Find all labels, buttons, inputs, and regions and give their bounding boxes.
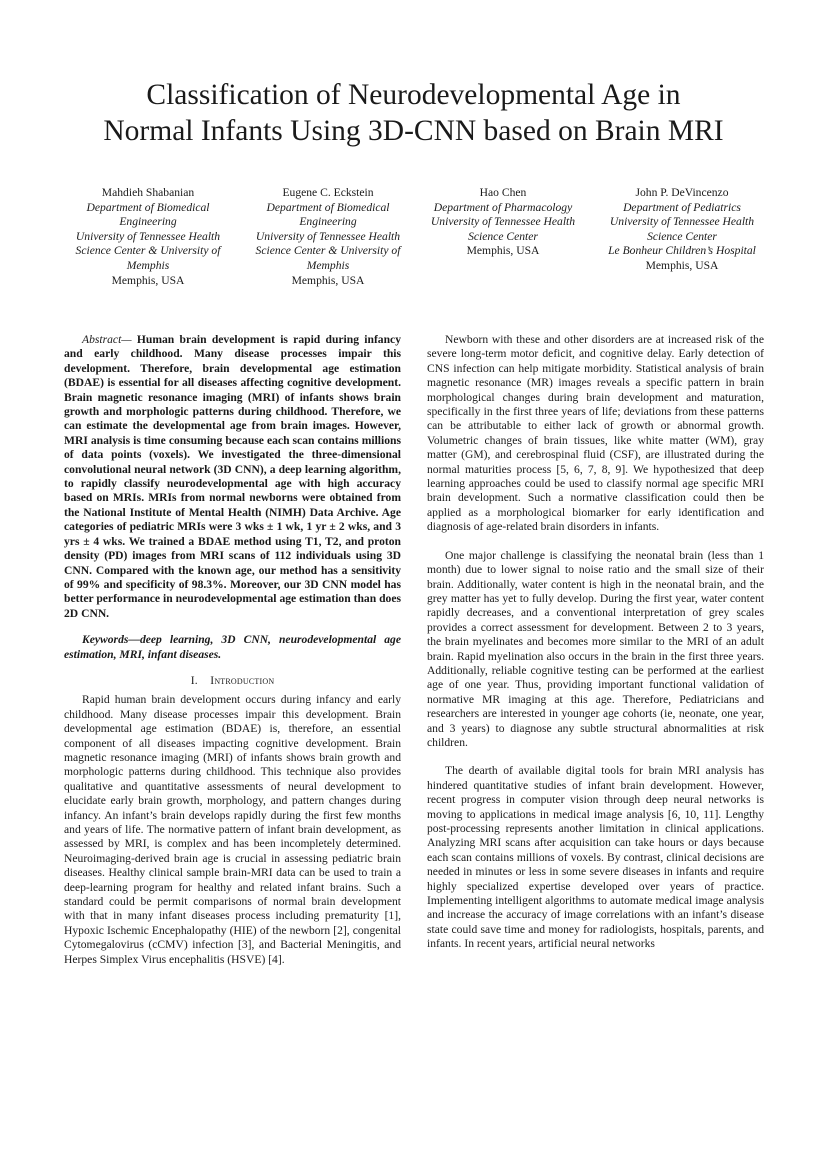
author-2 — [238, 186, 418, 288]
author-affiliation-line: Le Bonheur Children’s Hospital — [608, 244, 756, 258]
abstract-label: Abstract— — [82, 333, 132, 346]
author-affiliation-line: Department of Pediatrics — [623, 200, 741, 214]
author-affiliation-line: University of Tennessee Health — [430, 215, 576, 229]
author-affiliation-line: Science Center & University of — [255, 244, 401, 258]
author-affiliation-line: University of Tennessee Health — [75, 229, 221, 243]
author-affiliation-line: Memphis — [126, 258, 170, 272]
author-affiliation-line: Engineering — [119, 215, 177, 229]
section-heading-introduction — [64, 674, 401, 688]
author-affiliation-line: Science Center & University of — [75, 244, 221, 258]
author-affiliation-line: University of Tennessee Health — [255, 229, 401, 243]
abstract — [64, 333, 401, 621]
author-affiliation-line: Engineering — [299, 215, 357, 229]
author-city: Memphis, USA — [645, 258, 719, 272]
title-line-2: Normal Infants Using 3D-CNN based on Brain MRI — [103, 115, 724, 147]
author-name: Mahdieh Shabanian — [101, 186, 195, 199]
author-city: Memphis, USA — [291, 273, 365, 287]
author-city: Memphis, USA — [466, 244, 540, 258]
author-1 — [58, 186, 238, 288]
author-affiliation-line: University of Tennessee Health — [609, 215, 755, 229]
paragraph-newborn-disorders: Newborn with these and other disorders are at increased risk of the severe long-term motor deficit, and cognitive delay. Early detection of CNS infection can help mitigate morbidity. Statistical analysis of brain magnetic resonance (MR) images reveals a specific pattern in brain morphological changes during brain development and maturation, specifically in the first three years of life; deviations from these patterns can be attributable to either lack of growth or abnormal growth. Volumetric changes of brain tissues, like white matter (WM), gray matter (GM), and cerebrospinal fluid (CSF), are illustrated during the normal maturities process [5, 6, 7, 8, 9]. We hypothesized that deep learning approaches could be used to classify normal age specific MRI brain development. Such a normative classification could then be applied as a morphological biomarker for early identification and diagnosis of age-related brain disorders in infants. — [427, 333, 764, 534]
intro-paragraph-1: Rapid human brain development occurs during infancy and early childhood. Many disease processes impair this development. Brain developmental age estimation (BDAE) is, therefore, an essential component of all diseases impacting cognitive development. Brain magnetic resonance imaging (MRI) of infants shows brain growth and morphologic patterns during childhood. This technique also provides qualitative and quantitative assessments of neural development to elucidate early brain growth, morphology, and pattern changes during infancy. An infant’s brain develops rapidly during the first few months and years of life. The normative pattern of infant brain development, as assessed by MRI, is complex and has been incompletely determined. Neuroimaging-derived brain age is crucial in assessing pediatric brain diseases. Healthy clinical sample brain-MRI data can be used to train a deep-learning program for healthy and related infant brains. Such a standard could be permit comparisons of normal brain development with that in many infant diseases process including prematurity [1], Hypoxic Ischemic Encephalopathy (HIE) of the newborn [2], congenital Cytomegalovirus (cCMV) infection [3], and Bacterial Meningitis, and Herpes Simplex Virus encephalitis (HSVE) [4]. — [64, 693, 401, 966]
keywords — [64, 633, 401, 662]
author-3 — [413, 186, 593, 259]
abstract-text: Human brain development is rapid during infancy and early childhood. Many disease processes impair this development. Therefore, brain developmental age estimation (BDAE) is essential for all diseases affecting cognitive development. Brain magnetic resonance imaging (MRI) of infants shows brain growth and morphologic patterns during childhood. Therefore, we can estimate the developmental age from brain images. However, MRI analysis is time consuming because each scan contains millions of data points (voxels). We investigated the three-dimensional convolutional neural network (3D CNN), a deep learning algorithm, to rapidly classify neurodevelopmental age with high accuracy based on MRIs. MRIs from normal newborns were obtained from the National Institute of Mental Health (NIMH) Data Archive. Age categories of pediatric MRIs were 3 wks ± 1 wk, 1 yr ± 2 wks, and 3 yrs ± 4 wks. We trained a BDAE method using T1, T2, and proton density (PD) images from MRI scans of 112 individuals using 3D CNN. Compared with the known age, our method has a sensitivity of 99% and specificity of 98.3%. Moreover, our 3D CNN model has better performance in neurodevelopmental age estimation than does 2D CNN. — [64, 333, 401, 620]
paragraph-digital-tools: The dearth of available digital tools for brain MRI analysis has hindered quantitative studies of infant brain development. However, recent progress in computer vision through deep neural networks is moving to applications in medical image analysis [6, 10, 11]. Lengthy post-processing represents another limitation in clinical applications. Analyzing MRI scans after acquisition can take hours or days because each scan contains millions of voxels. By contrast, clinical decisions are needed in minutes or less in some severe diseases in infants and require highly specialized expertise developed over years of practice. Implementing intelligent algorithms to automate medical image analysis and increase the accuracy of image correlations with an infant’s disease state could save time and money for radiologists, hospitals, parents, and infants. In recent years, artificial neural networks — [427, 764, 764, 951]
author-affiliation-line: Science Center — [647, 229, 717, 243]
paragraph-neonatal-challenge: One major challenge is classifying the neonatal brain (less than 1 month) due to lower signal to noise ratio and the small size of their brain. Additionally, water content is high in the neonatal brain, and the grey matter has yet to fully develop. During the first year, water content rapidly decreases, and a conventional interpretation of grey scales provides a correct assessment for development. Between 2 to 3 years, the brain myelinates and becomes more similar to the MRI of an adult brain. Rapid myelination also occurs in the brain in the first three years. Additionally, reliable cognitive testing can be performed at the earliest age of one year. Thus, providing important functional validation of normative MR imaging at this age. Therefore, Pediatricians and researchers are interested in younger age cohorts (ie, neonate, one year, and 3 years) to diagnose any subtle structural abnormalities at risk children. — [427, 548, 764, 749]
author-affiliation-line: Department of Biomedical — [266, 200, 390, 214]
right-column — [427, 333, 764, 952]
author-affiliation-line: Science Center — [468, 229, 538, 243]
author-name: Hao Chen — [479, 186, 527, 199]
paper-title — [40, 77, 787, 149]
keywords-label: Keywords— — [82, 633, 140, 647]
section-number: I. — [190, 673, 198, 687]
left-column — [64, 333, 401, 967]
author-affiliation-line: Memphis — [306, 258, 350, 272]
author-affiliation-line: Department of Biomedical — [86, 200, 210, 214]
keywords-text: deep learning, 3D CNN, neurodevelopmental age estimation, MRI, infant diseases. — [64, 633, 401, 661]
author-block — [58, 186, 778, 296]
section-title: Introduction — [210, 673, 275, 687]
author-name: Eugene C. Eckstein — [282, 186, 374, 199]
author-affiliation-line: Department of Pharmacology — [433, 200, 573, 214]
author-4 — [592, 186, 772, 274]
author-name: John P. DeVincenzo — [635, 186, 729, 199]
author-city: Memphis, USA — [111, 273, 185, 287]
title-line-1: Classification of Neurodevelopmental Age in — [146, 79, 681, 111]
